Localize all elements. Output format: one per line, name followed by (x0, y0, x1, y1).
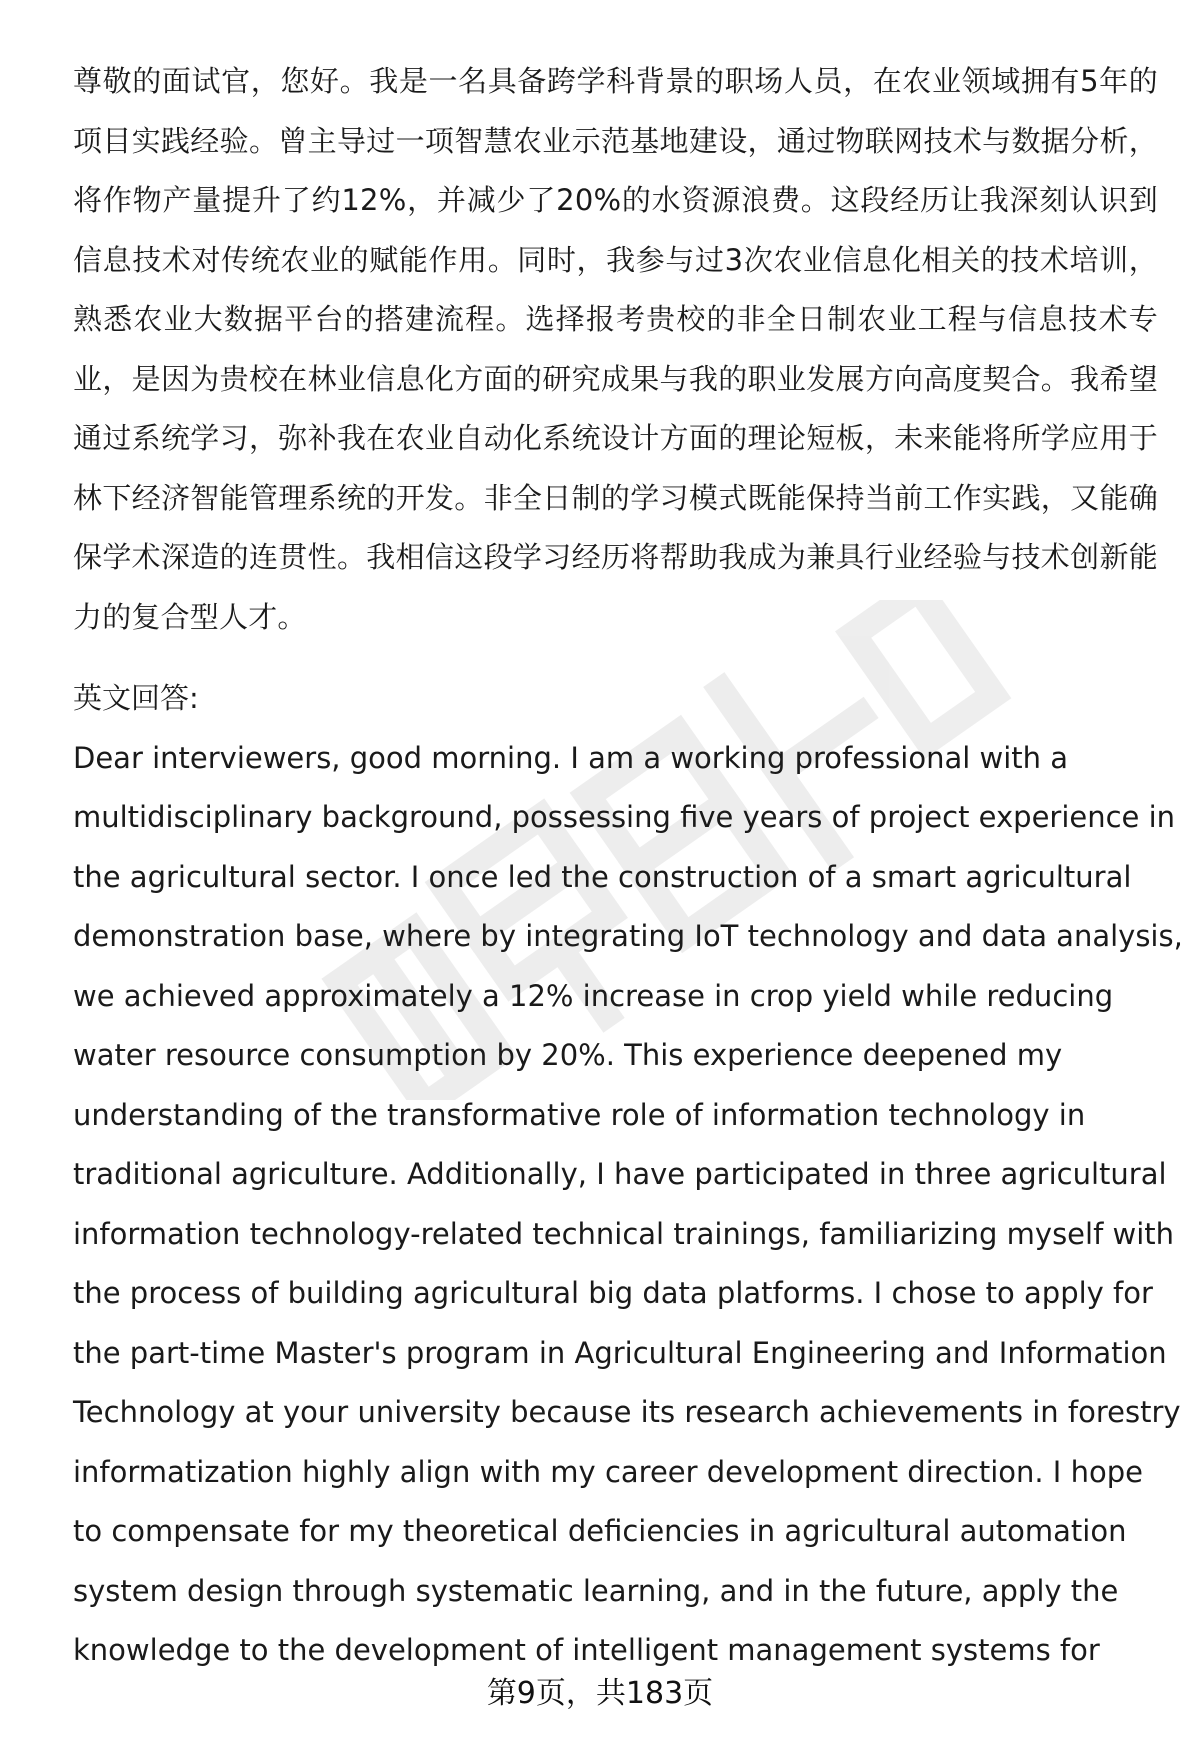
english-line: the process of building agricultural big data platforms. I chose to apply for (73, 1276, 1153, 1310)
page-number-footer: 第9页，共183页 (486, 1676, 714, 1711)
english-line: we achieved approximately a 12% increase in crop yield while reducing (73, 978, 1114, 1013)
english-line: the part-time Master's program in Agricultural Engineering and Information (73, 1335, 1167, 1370)
english-line: information technology-related technical trainings, familiarizing myself with (73, 1216, 1175, 1251)
page-content (73, 52, 1183, 1681)
english-line: to compensate for my theoretical deficiencies in agricultural automation (73, 1514, 1127, 1548)
english-line: the agricultural sector. I once led the construction of a smart agricultural (73, 859, 1132, 894)
english-line: Dear interviewers, good morning. I am a working professional with a (73, 740, 1069, 775)
english-line: system design through systematic learning, and in the future, apply the (73, 1573, 1119, 1608)
english-line: demonstration base, where by integrating IoT technology and data analysis, (73, 919, 1183, 953)
english-line: understanding of the transformative role of information technology in (73, 1097, 1086, 1132)
english-line: traditional agriculture. Additionally, I have participated in three agricultural (73, 1157, 1167, 1191)
english-answer-paragraph (73, 729, 1183, 1681)
english-line: Technology at your university because its research achievements in forestry (73, 1395, 1181, 1429)
english-line: knowledge to the development of intelligent management systems for (73, 1633, 1100, 1667)
english-line: water resource consumption by 20%. This experience deepened my (73, 1038, 1063, 1072)
english-answer-label: 英文回答: (73, 681, 199, 715)
english-line: informatization highly align with my career development direction. I hope (73, 1454, 1143, 1489)
chinese-answer-paragraph: 尊敬的面试官，您好。我是一名具备跨学科背景的职场人员，在农业领域拥有5年的项目实践经验。曾主导过一项智慧农业示范基地建设，通过物联网技术与数据分析，将作物产量提升了约12%，并减少了20%的水资源浪费。这段经历让我深刻认识到信息技术对传统农业的赋能作用。同时，我参与过3次农业信息化相关的技术培训，熟悉农业大数据平台的搭建流程。选择报考贵校的非全日制农业工程与信息技术专业，是因为贵校在林业信息化方面的研究成果与我的职业发展方向高度契合。我希望通过系统学习，弥补我在农业自动化系统设计方面的理论短板，未来能将所学应用于林下经济智能管理系统的开发。非全日制的学习模式既能保持当前工作实践，又能确保学术深造的连贯性。我相信这段学习经历将帮助我成为兼具行业经验与技术创新能力的复合型人才。 (73, 64, 1158, 634)
english-line: multidisciplinary background, possessing five years of project experience in (73, 800, 1176, 834)
